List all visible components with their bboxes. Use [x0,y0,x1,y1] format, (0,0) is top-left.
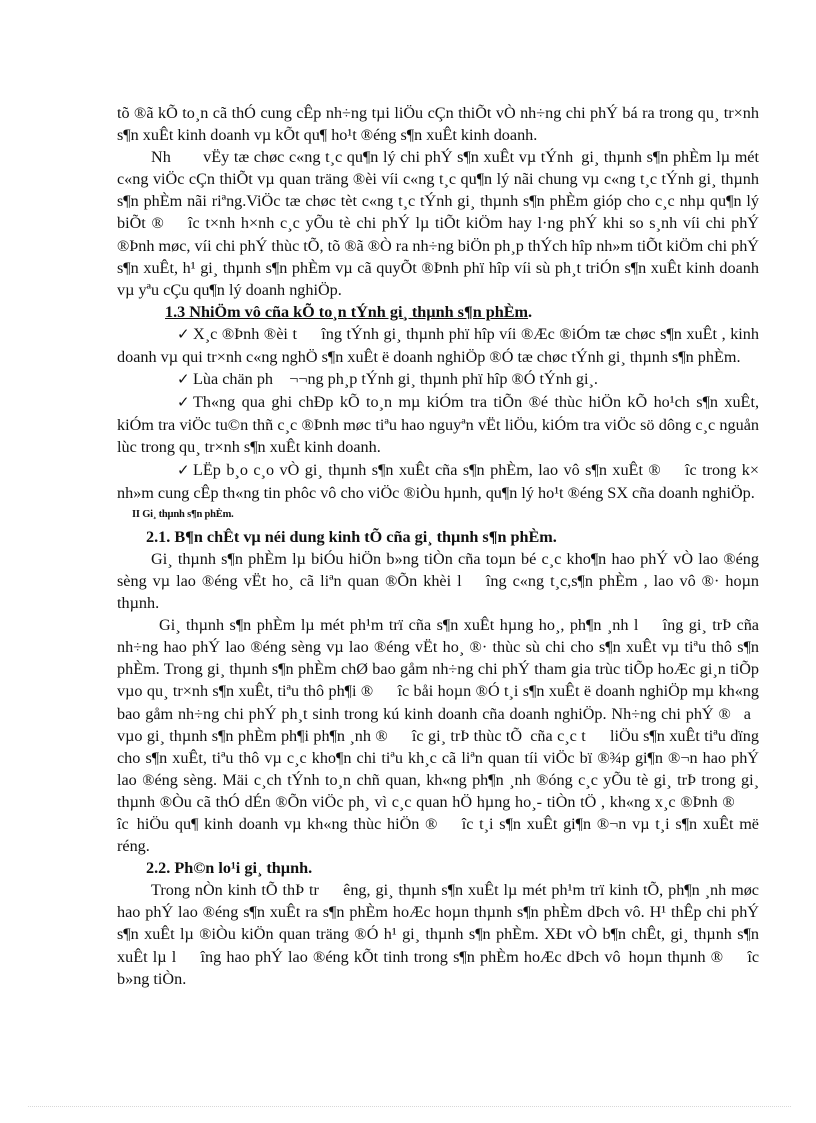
paragraph-cost-management: Nh vËy tæ chøc c«ng t¸c qu¶n lý chi phÝ s¶n xuÊt vµ tÝnh gi¸ thµnh s¶n phÈm lµ mét c«ng viÖc cÇn thiÕt vµ quan träng ®èi víi c«ng t¸c qu¶n lý nãi chung vµ c«ng t¸c tÝnh gi¸ thµnh s¶n phÈm nãi riªng.ViÖc tæ chøc tèt c«ng t¸c tÝnh gi¸ thµnh s¶n phÈm gióp cho c¸c nhµ qu¶n lý biÕt ® îc t×nh h×nh c¸c yÕu tè chi phÝ lµ tiÕt kiÖm hay l·ng phÝ khi so s¸nh víi chi phÝ ®Þnh møc, víi chi phÝ thùc tÕ, tõ ®ã ®Ò ra nh÷ng biÖn ph¸p thÝch hîp nh»m tiÕt kiÖm chi phÝ s¶n xuÊt, h¹ gi¸ thµnh s¶n phÈm vµ cã quyÕt ®Þnh phï hîp víi sù ph¸t triÓn s¶n xuÊt kinh doanh vµ yªu cÇu qu¶n lý doanh nghiÖp. [117,148,759,299]
paragraph-cost-definition: Gi¸ thµnh s¶n phÈm lµ biÓu hiÖn b»ng tiÒn cña toµn bé c¸c kho¶n hao phÝ vÒ lao ®éng sèng vµ lao ®éng vËt ho¸ cã liªn quan ®Õn khèi l îng c«ng t¸c,s¶n phÈm , lao vô ®· hoµn thµnh. [117,549,759,613]
section-heading-1-3-text: 1.3 NhiÖm vô cña kÕ to¸n tÝnh gi¸ thµnh s¶n phÈm [165,302,529,321]
task-item-4 [117,459,759,504]
task-item-3-text: Th«ng qua ghi chÐp kÕ to¸n mµ kiÓm tra tiÕn ®é thùc hiÖn kÕ ho¹ch s¶n xuÊt, kiÓm tra viÖc tu©n thñ c¸c ®Þnh møc tiªu hao nguyªn vËt liÖu, kiÓm tra viÖc sö dông c¸c nguån lùc trong qu¸ tr×nh s¶n xuÊt kinh doanh. [117,393,759,457]
section-heading-1-3-period: . [528,302,533,321]
section-heading-1-3 [117,301,759,323]
checkmark-icon: ✓ [177,395,190,412]
paragraph-intro-continued: tõ ®ã kÕ to¸n cã thÓ cung cÊp nh÷ng tµi liÖu cÇn thiÕt vÒ nh÷ng chi phÝ bá ra trong qu¸ tr×nh s¶n xuÊt kinh doanh vµ kÕt qu¶ ho¹t ®éng s¶n xuÊt kinh doanh. [117,104,759,145]
checkmark-icon: ✓ [177,326,190,343]
section-heading-2-1: 2.1. B¶n chÊt vµ néi dung kinh tÕ cña gi¸ thµnh s¶n phÈm. [146,527,557,546]
task-item-1-text: X¸c ®Þnh ®èi t îng tÝnh gi¸ thµnh phï hîp víi ®Æc ®iÓm tæ chøc s¶n xuÊt , kinh doanh vµ qui tr×nh c«ng nghÖ s¶n xuÊt ë doanh nghiÖp ®Ó tæ chøc tÝnh gi¸ thµnh s¶n phÈm. [117,324,759,367]
page-bottom-divider [28,1106,791,1107]
section-heading-2-2: 2.2. Ph©n lo¹i gi¸ thµnh. [146,859,313,878]
document-body [117,102,759,990]
paragraph-market-economy: Trong nÒn kinh tÕ thÞ tr êng, gi¸ thµnh s¶n xuÊt lµ mét ph¹m trï kinh tÕ, ph¶n ¸nh møc hao phÝ lao ®éng s¶n xuÊt ra s¶n phÈm hoÆc hoµn thµnh s¶n phÈm dÞch vô. H¹ thÊp chi phÝ s¶n xuÊt lµ ®iÒu kiÖn quan träng ®Ó h¹ gi¸ thµnh s¶n phÈm. XÐt vÒ b¶n chÊt, gi¸ thµnh s¶n xuÊt lµ l îng hao phÝ lao ®éng kÕt tinh trong s¶n phÈm hoÆc dÞch vô hoµn thµnh ® îc b»ng tiÒn. [117,881,759,988]
task-item-4-text: LËp b¸o c¸o vÒ gi¸ thµnh s¶n xuÊt cña s¶n phÈm, lao vô s¶n xuÊt ® îc trong k× nh»m cung cÊp th«ng tin phôc vô cho viÖc ®iÒu hµnh, qu¶n lý ho¹t ®éng SX cña doanh nghiÖp. [117,460,759,502]
checkmark-icon: ✓ [177,372,190,389]
task-item-2-text: Lùa chän ph ¬¬ng ph¸p tÝnh gi¸ thµnh phï hîp ®Ó tÝnh gi¸. [193,370,598,389]
checkmark-icon: ✓ [177,462,190,479]
task-item-1 [117,323,759,368]
paragraph-cost-category: Gi¸ thµnh s¶n phÈm lµ mét ph¹m trï cña s¶n xuÊt hµng ho¸, ph¶n ¸nh l îng gi¸ trÞ cña nh÷ng hao phÝ lao ®éng sèng vµ lao ®éng vËt ho¸ ®· thùc sù chi cho s¶n xuÊt vµ tiªu thô s¶n phÈm. Trong gi¸ thµnh s¶n phÈm chØ bao gåm nh÷ng chi phÝ tham gia trùc tiÕp hoÆc gi¸n tiÕp vµo qu¸ tr×nh s¶n xuÊt, tiªu thô ph¶i ® îc båi hoµn ®Ó t¸i s¶n xuÊt ë doanh nghiÖp mµ kh«ng bao gåm nh÷ng chi phÝ ph¸t sinh trong kú kinh doanh cña doanh nghiÖp. Nh÷ng chi phÝ ® a vµo gi¸ thµnh s¶n phÈm ph¶i ph¶n ¸nh ® îc gi¸ trÞ thùc tÕ cña c¸c t liÖu s¶n xuÊt tiªu dïng cho s¶n xuÊt, tiªu thô vµ c¸c kho¶n chi tiªu kh¸c cã liªn quan tíi viÖc bï ®¾p gi¶n ®¬n hao phÝ lao ®éng sèng. Mäi c¸ch tÝnh to¸n chñ quan, kh«ng ph¶n ¸nh ®óng c¸c yÕu tè gi¸ trÞ trong gi¸ thµnh ®Òu cã thÓ dÉn ®Õn viÖc ph¸ vì c¸c quan hÖ hµng ho¸- tiÒn tÖ , kh«ng x¸c ®Þnh ® îc hiÖu qu¶ kinh doanh vµ kh«ng thùc hiÖn ® îc t¸i s¶n xuÊt gi¶n ®¬n vµ t¸i s¶n xuÊt më réng. [117,616,759,856]
task-item-3 [117,391,759,458]
task-item-2 [117,368,759,391]
section-heading-ii: II Gi¸ thµnh s¶n phÈm. [132,508,234,520]
